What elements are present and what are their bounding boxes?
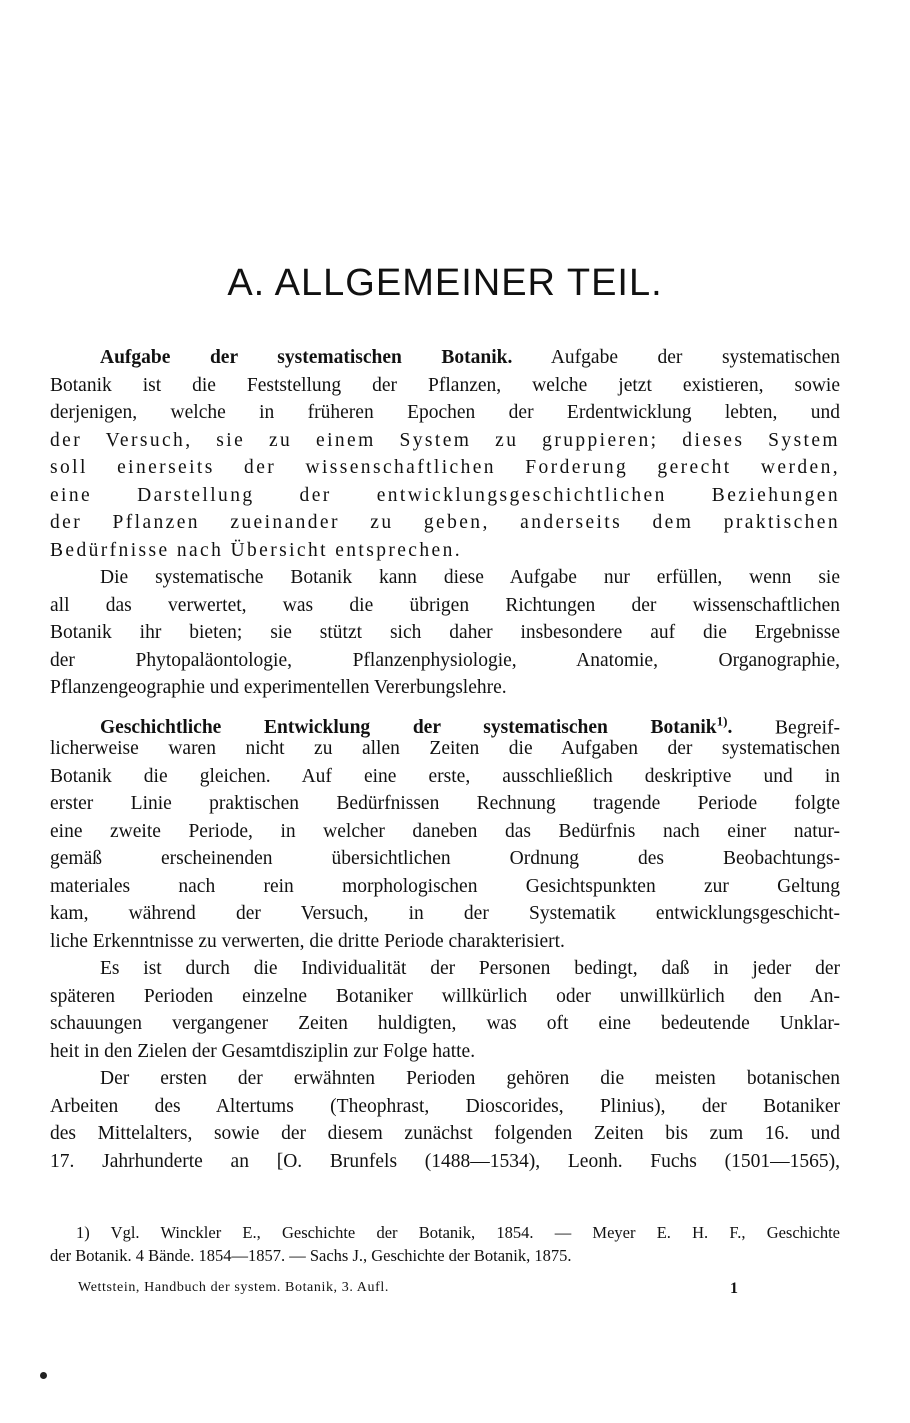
text-line: eine zweite Periode, in welcher daneben das Bedürfnis nach einer natur- [50,820,840,842]
footnotes [50,1222,840,1267]
text-line: eine Darstellung der entwicklungsgeschichtlichen Beziehungen [50,484,840,506]
section-heading: Aufgabe der systematischen Botanik. [100,347,513,368]
text-line: materiales nach rein morphologischen Gesichtspunkten zur Geltung [50,875,840,897]
text-line: Botanik ihr bieten; sie stützt sich daher insbesondere auf die Ergebnisse [50,622,840,643]
text-line: heit in den Zielen der Gesamtdisziplin zur Folge hatte. [50,1040,476,1062]
text-line: der Pflanzen zueinander zu geben, anderseits dem praktischen [50,512,840,533]
body-text [50,344,840,1175]
text-line: Aufgabe der systematischen Botanik. Aufgabe der systematischen [100,347,841,368]
text-line: des Mittelalters, sowie der diesem zunächst folgenden Zeiten bis zum 16. und [50,1123,840,1144]
text-line: Die systematische Botanik kann diese Aufgabe nur erfüllen, wenn sie [100,567,840,588]
running-footer: Wettstein, Handbuch der system. Botanik, 3. Aufl. [78,1280,389,1295]
text-line: der Phytopaläontologie, Pflanzenphysiologie, Anatomie, Organographie, [50,649,840,671]
text-line: schauungen vergangener Zeiten huldigten, was oft eine bedeutende Unklar- [50,1013,840,1034]
text-line: späteren Perioden einzelne Botaniker willkürlich oder unwillkürlich den An- [50,985,840,1007]
text-line: 17. Jahrhunderte an [O. Brunfels (1488—1534), Leonh. Fuchs (1501—1565), [50,1150,840,1172]
text-line: gemäß erscheinenden übersichtlichen Ordnung des Beobachtungs- [50,848,840,869]
footnote-line: der Botanik. 4 Bände. 1854—1857. — Sachs J., Geschichte der Botanik, 1875. [50,1245,572,1265]
text-line: all das verwertet, was die übrigen Richtungen der wissenschaftlichen [50,594,840,616]
chapter-title: A. ALLGEMEINER TEIL. [227,262,663,304]
footnote-line: 1) Vgl. Winckler E., Geschichte der Botanik, 1854. — Meyer E. H. F., Geschichte [76,1223,840,1242]
text-line: Botanik die gleichen. Auf eine erste, ausschließlich deskriptive und in [50,765,840,787]
text-line: der Versuch, sie zu einem System zu gruppieren; dieses System [50,429,840,451]
page-number: 1 [730,1280,738,1297]
text-line: derjenigen, welche in früheren Epochen der Erdentwicklung lebten, und [50,402,840,423]
text-line: Arbeiten des Altertums (Theophrast, Dioscorides, Plinius), der Botaniker [50,1095,840,1117]
scan-speck-mark [40,1372,47,1379]
text-line: liche Erkenntnisse zu verwerten, die dritte Periode charakterisiert. [50,930,565,952]
text-line: Es ist durch die Individualität der Personen bedingt, daß in jeder der [100,958,840,979]
section-heading: Geschichtliche Entwicklung der systematischen Botanik$^{1)}$. [100,713,733,738]
text-line: kam, während der Versuch, in der Systematik entwicklungsgeschicht- [50,903,840,924]
footnote-mark: 1) [716,713,728,729]
text-line: Botanik ist die Feststellung der Pflanzen, welche jetzt existieren, sowie [50,374,840,396]
text-line: licherweise waren nicht zu allen Zeiten die Aufgaben der systematischen [50,738,840,759]
text-line: Pflanzengeographie und experimentellen Vererbungslehre. [50,677,507,698]
text-line: soll einerseits der wissenschaftlichen Forderung gerecht werden, [50,457,840,478]
text-line: Bedürfnisse nach Übersicht entsprechen. [50,539,462,561]
text-line: Der ersten der erwähnten Perioden gehören die meisten botanischen [100,1068,840,1089]
text-line: Geschichtliche Entwicklung der systematischen Botanik$^{1)}$. Begreif- [100,713,841,738]
text-line: erster Linie praktischen Bedürfnissen Rechnung tragende Periode folgte [50,793,840,814]
